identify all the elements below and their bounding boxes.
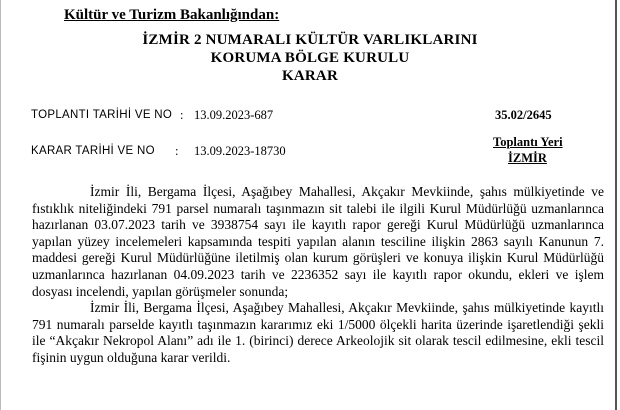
decision-body xyxy=(32,184,604,367)
decision-date-separator: : xyxy=(175,144,179,158)
decision-paragraph-1: İzmir İli, Bergama İlçesi, Aşağıbey Mahallesi, Akçakır Mevkiinde, şahıs mülkiyetinde ve fıstıklık niteliğindeki 791 parsel numaralı taşınmazın sit talebi ile ilgili Kurul Müdürlüğü uzmanlarınca hazırlanan 03.07.2023 tarih ve 3938754 sayı ile kayıtlı rapor gereği Kurul Müdürlüğü uzmanlarınca yapılan yüzey incelemeleri kapsamında tespiti yapılan alanın tesciline ilişkin 2863 sayılı Kanunun 7. maddesi gereği Kurul Müdürlüğüne iletilmiş olan kurum görüşleri ve konuya ilişkin Kurul Müdürlüğü uzmanlarınca hazırlanan 04.09.2023 tarih ve 2236352 sayı ile kayıtlı rapor okundu, ekleri ve işlem dosyası incelendi, yapılan görüşmeler sonunda; xyxy=(32,184,604,299)
meeting-place-value: İZMİR xyxy=(508,151,547,165)
meeting-place-label: Toplantı Yeri xyxy=(493,135,563,149)
board-title-line2: KORUMA BÖLGE KURULU xyxy=(210,50,410,66)
decision-paragraph-2: İzmir İli, Bergama İlçesi, Aşağıbey Mahallesi, Akçakır Mevkiinde, şahıs mülkiyetinde kayıtlı 791 numaralı parselde kayıtlı taşınmazın kararımız eki 1/5000 ölçekli harita üzerinde işaretlendiği şekli ile “Akçakır Nekropol Alanı” adı ile 1. (birinci) derece Arkeolojik sit olarak tescil edilmesine, ekli tescil fişinin uygun olduğuna karar verildi. xyxy=(32,300,604,365)
decision-date-value: 13.09.2023-18730 xyxy=(194,144,286,158)
board-title-line1: İZMİR 2 NUMARALI KÜLTÜR VARLIKLARINI xyxy=(142,32,478,48)
meeting-date-separator: : xyxy=(180,108,184,122)
meeting-date-value: 13.09.2023-687 xyxy=(194,108,274,122)
decision-date-label: KARAR TARİHİ VE NO xyxy=(31,145,155,157)
ministry-heading: Kültür ve Turizm Bakanlığından: xyxy=(64,7,280,23)
meeting-date-label: TOPLANTI TARİHİ VE NO xyxy=(31,109,173,121)
decision-code: 35.02/2645 xyxy=(495,108,552,122)
decision-heading: KARAR xyxy=(282,68,338,84)
